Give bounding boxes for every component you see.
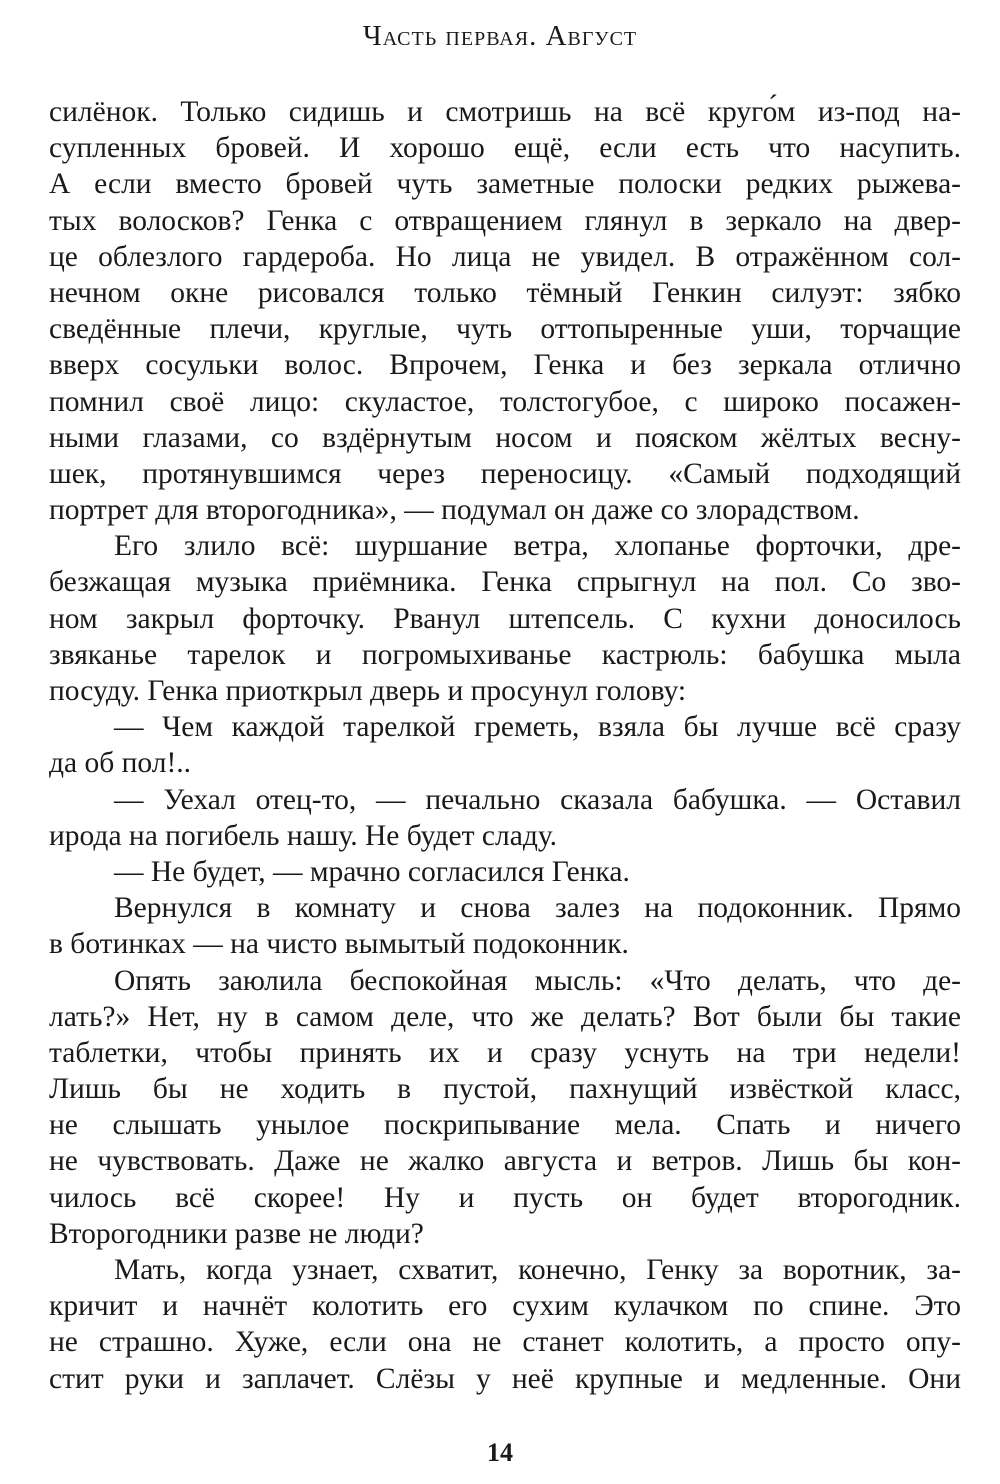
text-line: кричит и начнёт колотить его сухим кулачком по спине. Это — [49, 1290, 961, 1323]
text-line: — Уехал отец-то, — печально сказала бабушка. — Оставил — [114, 783, 961, 816]
text-line: Опять заюлила беспокойная мысль: «Что делать, что де- — [114, 964, 961, 997]
text-line: Лишь бы не ходить в пустой, пахнущий извёсткой класс, — [49, 1073, 961, 1106]
text-line: супленных бровей. И хорошо ещё, если есть что насупить. — [49, 132, 961, 165]
text-line: лать?» Нет, ну в самом деле, что же делать? Вот были бы такие — [49, 1000, 961, 1033]
body-text — [49, 94, 961, 1397]
text-line: шек, протянувшимся через переносицу. «Самый подходящий — [49, 457, 961, 490]
text-line: ными глазами, со вздёрнутым носом и пояском жёлтых весну- — [49, 421, 961, 454]
text-line: безжащая музыка приёмника. Генка спрыгнул на пол. Со зво- — [49, 566, 961, 599]
text-line: сведённые плечи, круглые, чуть оттопыренные уши, торчащие — [49, 313, 961, 346]
text-line: А если вместо бровей чуть заметные полоски редких рыжева- — [49, 168, 961, 201]
text-line: помнил своё лицо: скуластое, толстогубое, с широко посажен- — [49, 385, 961, 418]
text-line: не слышать унылое поскрипывание мела. Спать и ничего — [49, 1109, 961, 1142]
text-line: — Не будет, — мрачно согласился Генка. — [114, 855, 630, 888]
text-line: нечном окне рисовался только тёмный Генкин силуэт: зябко — [49, 276, 961, 309]
text-line: звяканье тарелок и погромыхиванье кастрюль: бабушка мыла — [49, 638, 961, 671]
text-line: Мать, когда узнает, схватит, конечно, Генку за воротник, за- — [114, 1254, 961, 1286]
text-line: це облезлого гардероба. Но лица не увидел. В отражённом сол- — [49, 240, 961, 273]
text-line: силёнок. Только сидишь и смотришь на всё круго́м из-под на- — [49, 96, 961, 128]
text-line: стит руки и заплачет. Слёзы у неё крупные и медленные. Они — [49, 1362, 961, 1395]
text-line: таблетки, чтобы принять их и сразу уснуть на три недели! — [49, 1036, 961, 1069]
running-title: Часть первая. Август — [362, 20, 638, 52]
text-line: не чувствовать. Даже не жалко августа и ветров. Лишь бы кон- — [49, 1145, 961, 1178]
page-number: 14 — [487, 1438, 513, 1467]
text-line: не страшно. Хуже, если она не станет колотить, а просто опу- — [49, 1326, 961, 1359]
text-line: ирода на погибель нашу. Не будет сладу. — [49, 819, 558, 852]
text-line: портрет для второгодника», — подумал он даже со злорадством. — [49, 494, 860, 527]
text-line: посуду. Генка приоткрыл дверь и просунул голову: — [49, 675, 687, 707]
text-line: ном закрыл форточку. Рванул штепсель. С кухни доносилось — [49, 602, 961, 635]
text-line: — Чем каждой тарелкой греметь, взяла бы лучше всё сразу — [114, 711, 961, 744]
text-line: тых волосков? Генка с отвращением глянул в зеркало на двер- — [49, 204, 961, 237]
text-line: Вернулся в комнату и снова залез на подоконник. Прямо — [114, 892, 961, 925]
text-line: в ботинках — на чисто вымытый подоконник. — [49, 928, 629, 961]
text-line: вверх сосульки волос. Впрочем, Генка и без зеркала отлично — [49, 349, 961, 382]
text-line: чилось всё скорее! Ну и пусть он будет второгодник. — [49, 1181, 961, 1214]
text-line: Второгодники разве не люди? — [49, 1217, 424, 1250]
text-line: Его злило всё: шуршание ветра, хлопанье форточки, дре- — [114, 530, 961, 563]
text-line: да об пол!.. — [49, 747, 192, 780]
